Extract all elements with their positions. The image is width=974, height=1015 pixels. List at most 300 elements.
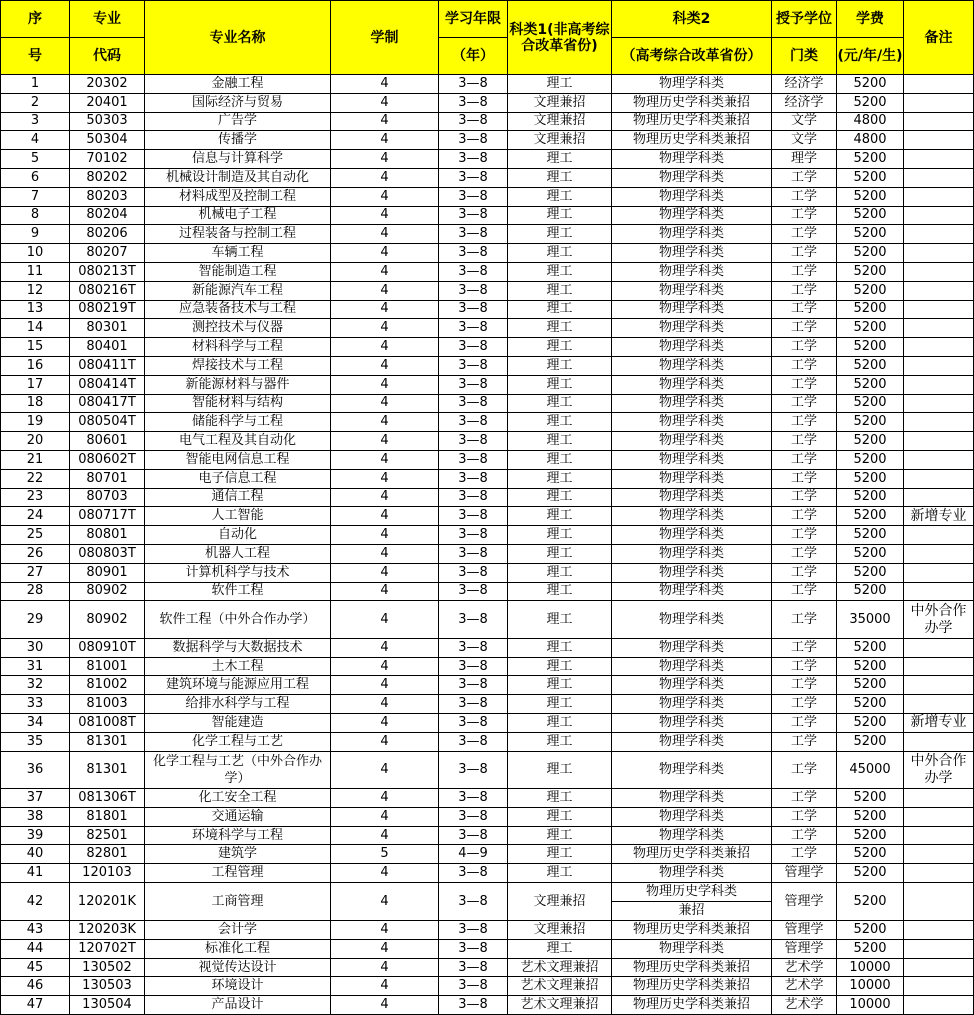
fee-cell: 5200 [837, 244, 904, 263]
category-1-cell: 理工 [508, 413, 612, 432]
fee-cell: 5200 [837, 356, 904, 375]
span-cell: 3—8 [439, 244, 508, 263]
years-cell: 4 [331, 883, 439, 921]
degree-cell: 工学 [772, 300, 837, 319]
fee-cell: 5200 [837, 582, 904, 601]
category-2-cell: 物理学科类 [612, 507, 772, 526]
category-2-cell: 物理学科类 [612, 563, 772, 582]
category-2-cell: 物理学科类 [612, 206, 772, 225]
major-name: 通信工程 [145, 488, 331, 507]
category-2-cell: 物理学科类 [612, 469, 772, 488]
note-cell [904, 996, 974, 1015]
major-code: 80204 [70, 206, 145, 225]
span-cell: 3—8 [439, 75, 508, 94]
table-row [1, 450, 974, 469]
major-code: 130503 [70, 977, 145, 996]
fee-cell: 5200 [837, 375, 904, 394]
category-1-cell: 理工 [508, 845, 612, 864]
fee-cell: 5200 [837, 319, 904, 338]
span-cell: 3—8 [439, 826, 508, 845]
category-2-cell: 物理学科类 [612, 225, 772, 244]
fee-cell: 35000 [837, 601, 904, 639]
major-name: 会计学 [145, 921, 331, 940]
category-2-cell: 物理学科类 [612, 150, 772, 169]
major-code: 120201K [70, 883, 145, 921]
note-cell [904, 338, 974, 357]
category-2-cell: 物理历史学科类兼招 [612, 845, 772, 864]
years-cell: 4 [331, 977, 439, 996]
years-cell: 4 [331, 281, 439, 300]
category-1-cell: 艺术文理兼招 [508, 958, 612, 977]
years-cell: 4 [331, 394, 439, 413]
degree-cell: 工学 [772, 262, 837, 281]
category-2-cell: 物理学科类 [612, 864, 772, 883]
row-seq: 26 [1, 544, 70, 563]
major-code: 20401 [70, 93, 145, 112]
span-cell: 3—8 [439, 338, 508, 357]
category-2-cell: 物理学科类 [612, 826, 772, 845]
note-cell [904, 845, 974, 864]
note-cell [904, 939, 974, 958]
degree-cell: 工学 [772, 394, 837, 413]
category-2-cell: 物理学科类 [612, 657, 772, 676]
years-cell: 4 [331, 93, 439, 112]
note-cell [904, 150, 974, 169]
category-2-line-2: 兼招 [678, 903, 705, 919]
category-2-cell [612, 883, 772, 921]
note-cell [904, 958, 974, 977]
major-code: 130504 [70, 996, 145, 1015]
category-1-cell: 理工 [508, 638, 612, 657]
category-1-cell: 理工 [508, 695, 612, 714]
table-row [1, 526, 974, 545]
span-cell: 3—8 [439, 582, 508, 601]
fee-cell: 5200 [837, 281, 904, 300]
span-cell: 3—8 [439, 714, 508, 733]
category-2-cell: 物理学科类 [612, 676, 772, 695]
header-row-1 [1, 1, 974, 38]
note-cell [904, 883, 974, 921]
note-cell [904, 93, 974, 112]
years-cell: 4 [331, 789, 439, 808]
category-2-cell: 物理学科类 [612, 187, 772, 206]
years-cell: 4 [331, 413, 439, 432]
major-name: 自动化 [145, 526, 331, 545]
category-2-cell: 物理学科类 [612, 714, 772, 733]
years-cell: 4 [331, 732, 439, 751]
table-row [1, 262, 974, 281]
table-row [1, 714, 974, 733]
fee-cell: 5200 [837, 526, 904, 545]
span-cell: 3—8 [439, 958, 508, 977]
category-2-cell: 物理学科类 [612, 75, 772, 94]
row-seq: 16 [1, 356, 70, 375]
fee-cell: 5200 [837, 488, 904, 507]
table-row [1, 958, 974, 977]
degree-cell: 工学 [772, 281, 837, 300]
row-seq: 17 [1, 375, 70, 394]
note-cell [904, 75, 974, 94]
span-cell: 3—8 [439, 131, 508, 150]
major-code: 82501 [70, 826, 145, 845]
category-1-cell: 理工 [508, 206, 612, 225]
category-1-cell: 理工 [508, 544, 612, 563]
row-seq: 24 [1, 507, 70, 526]
note-cell [904, 281, 974, 300]
table-row [1, 187, 974, 206]
header-code: 专业 [70, 1, 145, 38]
major-code: 80203 [70, 187, 145, 206]
category-1-cell: 理工 [508, 338, 612, 357]
fee-cell: 5200 [837, 714, 904, 733]
major-code: 50303 [70, 112, 145, 131]
fee-cell: 5200 [837, 206, 904, 225]
major-code: 080602T [70, 450, 145, 469]
category-1-cell: 理工 [508, 469, 612, 488]
span-cell: 3—8 [439, 883, 508, 921]
major-code: 080717T [70, 507, 145, 526]
major-name: 给排水科学与工程 [145, 695, 331, 714]
category-1-cell: 理工 [508, 394, 612, 413]
header-seq: 序 [1, 1, 70, 38]
row-seq: 23 [1, 488, 70, 507]
header-seq-2: 号 [1, 38, 70, 75]
fee-cell: 5200 [837, 432, 904, 451]
span-cell: 3—8 [439, 751, 508, 789]
category-1-cell: 理工 [508, 75, 612, 94]
table-row [1, 300, 974, 319]
row-seq: 25 [1, 526, 70, 545]
note-cell [904, 544, 974, 563]
category-2-cell: 物理历史学科类兼招 [612, 921, 772, 940]
row-seq: 41 [1, 864, 70, 883]
degree-cell: 工学 [772, 206, 837, 225]
years-cell: 4 [331, 112, 439, 131]
span-cell: 3—8 [439, 807, 508, 826]
major-name: 智能电网信息工程 [145, 450, 331, 469]
category-2-cell: 物理学科类 [612, 262, 772, 281]
table-row [1, 807, 974, 826]
span-cell: 3—8 [439, 432, 508, 451]
degree-cell: 工学 [772, 544, 837, 563]
span-cell: 3—8 [439, 112, 508, 131]
major-code: 80401 [70, 338, 145, 357]
years-cell: 4 [331, 131, 439, 150]
category-1-cell: 理工 [508, 168, 612, 187]
row-seq: 37 [1, 789, 70, 808]
degree-cell: 工学 [772, 450, 837, 469]
span-cell: 3—8 [439, 526, 508, 545]
major-code: 120103 [70, 864, 145, 883]
major-name: 环境科学与工程 [145, 826, 331, 845]
major-name: 材料成型及控制工程 [145, 187, 331, 206]
category-2-cell: 物理学科类 [612, 695, 772, 714]
table-row [1, 375, 974, 394]
fee-cell: 4800 [837, 112, 904, 131]
span-cell: 3—8 [439, 300, 508, 319]
note-cell [904, 826, 974, 845]
category-2-cell: 物理学科类 [612, 244, 772, 263]
row-seq: 1 [1, 75, 70, 94]
category-1-cell: 理工 [508, 450, 612, 469]
major-name: 机械设计制造及其自动化 [145, 168, 331, 187]
major-name: 数据科学与大数据技术 [145, 638, 331, 657]
row-seq: 43 [1, 921, 70, 940]
category-2-cell: 物理历史学科类兼招 [612, 131, 772, 150]
degree-cell: 工学 [772, 526, 837, 545]
row-seq: 36 [1, 751, 70, 789]
degree-cell: 工学 [772, 657, 837, 676]
note-cell [904, 864, 974, 883]
years-cell: 5 [331, 845, 439, 864]
row-seq: 11 [1, 262, 70, 281]
row-seq: 27 [1, 563, 70, 582]
degree-cell: 管理学 [772, 864, 837, 883]
category-1-cell: 理工 [508, 676, 612, 695]
degree-cell: 工学 [772, 807, 837, 826]
major-code: 20302 [70, 75, 145, 94]
degree-cell: 工学 [772, 244, 837, 263]
category-1-cell: 理工 [508, 319, 612, 338]
major-code: 80701 [70, 469, 145, 488]
fee-cell: 5200 [837, 864, 904, 883]
degree-cell: 工学 [772, 714, 837, 733]
category-1-cell: 艺术文理兼招 [508, 977, 612, 996]
header-major-name: 专业名称 [145, 1, 331, 75]
table-row [1, 356, 974, 375]
major-code: 81801 [70, 807, 145, 826]
fee-cell: 5200 [837, 300, 904, 319]
span-cell: 3—8 [439, 225, 508, 244]
major-code: 080803T [70, 544, 145, 563]
major-code: 80801 [70, 526, 145, 545]
major-name: 视觉传达设计 [145, 958, 331, 977]
fee-cell: 5200 [837, 563, 904, 582]
category-2-cell: 物理学科类 [612, 732, 772, 751]
category-1-cell: 理工 [508, 939, 612, 958]
table-row [1, 732, 974, 751]
years-cell: 4 [331, 676, 439, 695]
table-row [1, 695, 974, 714]
degree-cell: 工学 [772, 469, 837, 488]
table-row [1, 789, 974, 808]
header-years: 学制 [331, 1, 439, 75]
span-cell: 3—8 [439, 864, 508, 883]
table-row [1, 996, 974, 1015]
category-1-cell: 理工 [508, 732, 612, 751]
category-2-cell: 物理历史学科类兼招 [612, 977, 772, 996]
header-span: 学习年限 [439, 1, 508, 38]
years-cell: 4 [331, 582, 439, 601]
category-1-cell: 理工 [508, 789, 612, 808]
table-row [1, 864, 974, 883]
major-name: 标准化工程 [145, 939, 331, 958]
category-1-cell: 理工 [508, 601, 612, 639]
note-cell [904, 657, 974, 676]
category-1-cell: 理工 [508, 300, 612, 319]
span-cell: 3—8 [439, 507, 508, 526]
span-cell: 3—8 [439, 281, 508, 300]
category-1-cell: 文理兼招 [508, 112, 612, 131]
category-2-cell: 物理历史学科类兼招 [612, 93, 772, 112]
degree-cell: 艺术学 [772, 958, 837, 977]
note-cell [904, 732, 974, 751]
row-seq: 33 [1, 695, 70, 714]
major-code: 81002 [70, 676, 145, 695]
degree-cell: 工学 [772, 563, 837, 582]
span-cell: 3—8 [439, 563, 508, 582]
note-cell [904, 695, 974, 714]
fee-cell: 5200 [837, 168, 904, 187]
category-1-cell: 文理兼招 [508, 883, 612, 921]
fee-cell: 10000 [837, 996, 904, 1015]
fee-cell: 5200 [837, 450, 904, 469]
fee-cell: 5200 [837, 75, 904, 94]
category-1-cell: 理工 [508, 225, 612, 244]
fee-cell: 10000 [837, 977, 904, 996]
degree-cell: 工学 [772, 582, 837, 601]
years-cell: 4 [331, 168, 439, 187]
row-seq: 22 [1, 469, 70, 488]
span-cell: 3—8 [439, 413, 508, 432]
major-name: 人工智能 [145, 507, 331, 526]
table-row [1, 281, 974, 300]
note-cell [904, 807, 974, 826]
years-cell: 4 [331, 469, 439, 488]
degree-cell: 工学 [772, 789, 837, 808]
span-cell: 3—8 [439, 657, 508, 676]
span-cell: 3—8 [439, 921, 508, 940]
degree-cell: 文学 [772, 131, 837, 150]
note-cell [904, 168, 974, 187]
note-cell [904, 206, 974, 225]
table-row [1, 131, 974, 150]
row-seq: 47 [1, 996, 70, 1015]
major-code: 080216T [70, 281, 145, 300]
degree-cell: 工学 [772, 375, 837, 394]
span-cell: 3—8 [439, 789, 508, 808]
table-row [1, 225, 974, 244]
fee-cell: 5200 [837, 789, 904, 808]
row-seq: 14 [1, 319, 70, 338]
category-1-cell: 理工 [508, 526, 612, 545]
years-cell: 4 [331, 507, 439, 526]
category-1-cell: 理工 [508, 356, 612, 375]
major-code: 130502 [70, 958, 145, 977]
header-degree-2: 门类 [772, 38, 837, 75]
category-1-cell: 理工 [508, 864, 612, 883]
category-2-cell: 物理学科类 [612, 432, 772, 451]
major-name: 机器人工程 [145, 544, 331, 563]
category-1-cell: 理工 [508, 714, 612, 733]
fee-cell: 5200 [837, 883, 904, 921]
years-cell: 4 [331, 544, 439, 563]
major-name: 广告学 [145, 112, 331, 131]
table-row [1, 150, 974, 169]
span-cell: 3—8 [439, 676, 508, 695]
major-code: 80601 [70, 432, 145, 451]
span-cell: 3—8 [439, 93, 508, 112]
note-cell [904, 394, 974, 413]
major-name: 电子信息工程 [145, 469, 331, 488]
span-cell: 3—8 [439, 206, 508, 225]
span-cell: 3—8 [439, 695, 508, 714]
fee-cell: 5200 [837, 225, 904, 244]
category-1-cell: 理工 [508, 751, 612, 789]
table-row [1, 394, 974, 413]
major-name: 焊接技术与工程 [145, 356, 331, 375]
major-code: 81301 [70, 732, 145, 751]
major-name: 测控技术与仪器 [145, 319, 331, 338]
major-name: 新能源汽车工程 [145, 281, 331, 300]
major-code: 080219T [70, 300, 145, 319]
major-code: 080411T [70, 356, 145, 375]
major-name: 土木工程 [145, 657, 331, 676]
fee-cell: 5200 [837, 638, 904, 657]
degree-cell: 工学 [772, 356, 837, 375]
major-code: 120702T [70, 939, 145, 958]
table-row [1, 921, 974, 940]
table-row [1, 544, 974, 563]
degree-cell: 艺术学 [772, 996, 837, 1015]
header-fee-2: (元/年/生) [837, 38, 904, 75]
note-cell [904, 676, 974, 695]
category-2-cell: 物理学科类 [612, 601, 772, 639]
years-cell: 4 [331, 996, 439, 1015]
years-cell: 4 [331, 319, 439, 338]
span-cell: 3—8 [439, 375, 508, 394]
major-name: 机械电子工程 [145, 206, 331, 225]
fee-cell: 5200 [837, 507, 904, 526]
category-1-cell: 理工 [508, 432, 612, 451]
major-name: 智能材料与结构 [145, 394, 331, 413]
years-cell: 4 [331, 826, 439, 845]
row-seq: 39 [1, 826, 70, 845]
table-row [1, 676, 974, 695]
degree-cell: 经济学 [772, 93, 837, 112]
major-name: 智能制造工程 [145, 262, 331, 281]
fee-cell: 5200 [837, 845, 904, 864]
row-seq: 21 [1, 450, 70, 469]
fee-cell: 10000 [837, 958, 904, 977]
major-name: 软件工程 [145, 582, 331, 601]
major-name: 化工安全工程 [145, 789, 331, 808]
major-name: 工商管理 [145, 883, 331, 921]
note-cell [904, 921, 974, 940]
years-cell: 4 [331, 921, 439, 940]
note-cell [904, 582, 974, 601]
table-row [1, 977, 974, 996]
degree-cell: 工学 [772, 225, 837, 244]
note-cell: 新增专业 [904, 714, 974, 733]
major-code: 81301 [70, 751, 145, 789]
fee-cell: 5200 [837, 807, 904, 826]
note-cell [904, 563, 974, 582]
span-cell: 3—8 [439, 939, 508, 958]
table-row [1, 657, 974, 676]
note-cell [904, 469, 974, 488]
row-seq: 5 [1, 150, 70, 169]
degree-cell: 经济学 [772, 75, 837, 94]
major-code: 80902 [70, 582, 145, 601]
years-cell: 4 [331, 300, 439, 319]
span-cell: 3—8 [439, 488, 508, 507]
major-code: 081008T [70, 714, 145, 733]
category-2-cell: 物理学科类 [612, 939, 772, 958]
table-row [1, 338, 974, 357]
years-cell: 4 [331, 807, 439, 826]
category-2-cell: 物理学科类 [612, 751, 772, 789]
